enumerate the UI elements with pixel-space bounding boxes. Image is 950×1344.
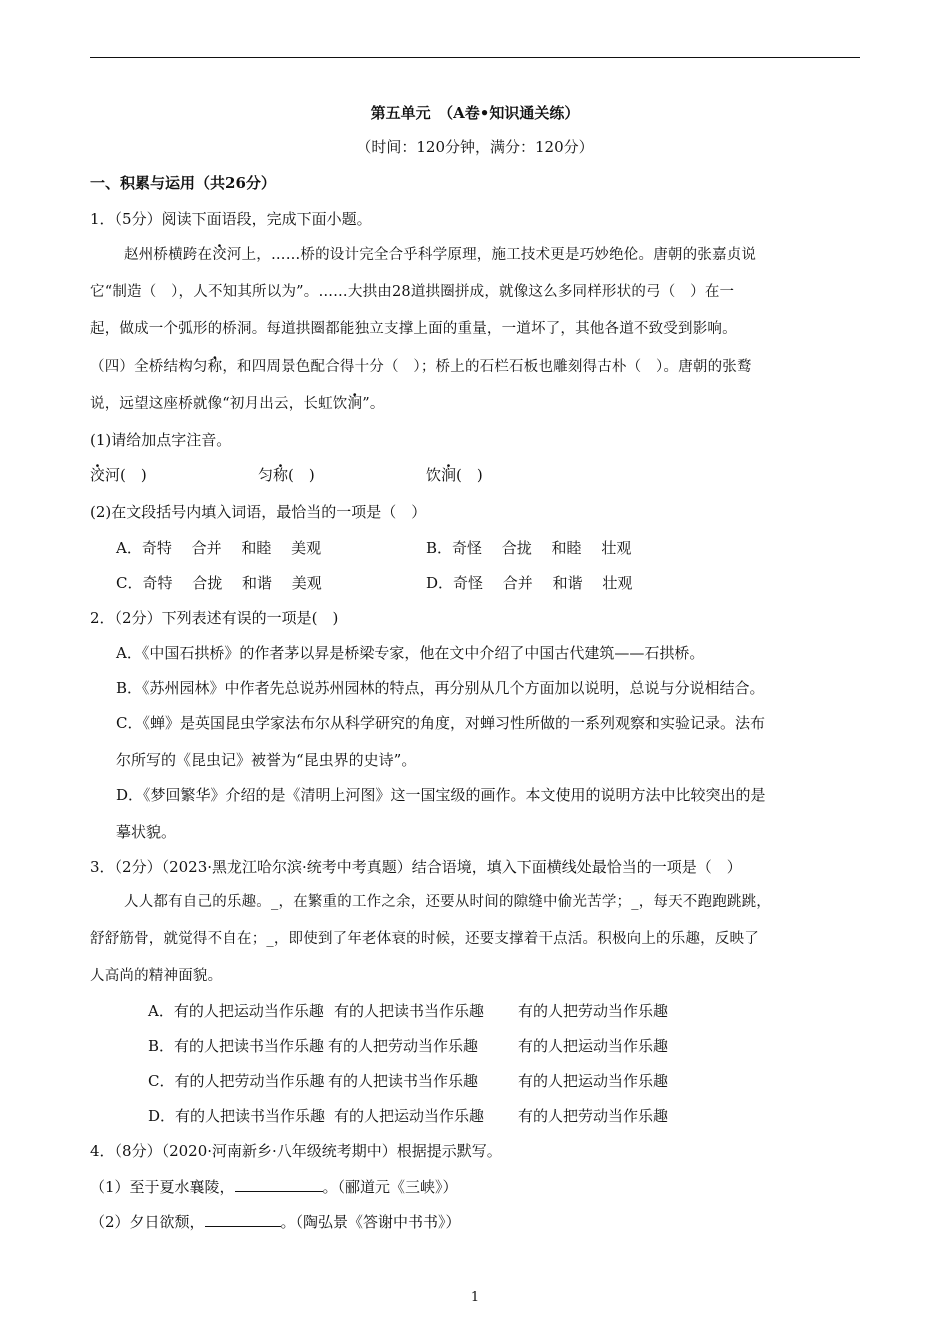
q2-option-a: A．《中国石拱桥》的作者茅以昇是桥梁专家，他在文中介绍了中国古代建筑——石拱桥。: [116, 644, 705, 662]
q1-sub2: (2)在文段括号内填入词语，最恰当的一项是（ ）: [90, 503, 427, 521]
q3-passage-line-2: 舒舒筋骨，就觉得不自在；_，即使到了年老体衰的时候，还要支撑着干点活。积极向上的乐趣，反映了: [90, 931, 759, 947]
emphasis-dot-char: 洨: [212, 247, 227, 263]
q1-passage-line-5: 说，远望这座桥就像“初月出云，长虹饮涧”。: [90, 396, 385, 412]
pinyin-item-3: 饮涧( ): [426, 466, 483, 484]
q1-stem: 1．（5分）阅读下面语段，完成下面小题。: [90, 210, 372, 228]
emphasis-dot-char: 涧: [347, 396, 363, 412]
q2-option-b: B．《苏州园林》中作者先总说苏州园林的特点，再分别从几个方面加以说明，总说与分说相结合。: [116, 679, 765, 697]
emphasis-dot-char: 洨: [90, 466, 106, 484]
page-number: 1: [470, 1290, 480, 1305]
header-rule: [90, 57, 860, 58]
q4-item-2: （2）夕日欲颓， 。（陶弘景《答谢中书书》）: [90, 1213, 461, 1231]
page-title: 第五单元 （A卷•知识通关练）: [370, 104, 580, 122]
q3-option-b: B．有的人把读书当作乐趣 有的人把劳动当作乐趣 有的人把运动当作乐趣: [148, 1037, 669, 1055]
pinyin-item-2: 匀称( ): [258, 466, 315, 484]
q1-option-c: C．奇特 合拢 和谐 美观: [116, 574, 322, 592]
q1-passage-line-2: 它“制造（ ），人不知其所以为”。……大拱由28道拱圈拼成，就像这么多同样形状的弓（ ）在一: [90, 284, 735, 300]
emphasis-dot-char: 称: [207, 359, 223, 375]
q1-passage-line-1: 赵州桥横跨在洨河上，……桥的设计完全合乎科学原理，施工技术更是巧妙绝伦。唐朝的张嘉贞说: [124, 247, 757, 263]
fill-in-blank[interactable]: [205, 1212, 281, 1227]
q2-stem: 2．（2分）下列表述有误的一项是( ): [90, 609, 339, 627]
q3-option-a: A．有的人把运动当作乐趣 有的人把读书当作乐趣 有的人把劳动当作乐趣: [148, 1002, 669, 1020]
q4-item-1: （1）至于夏水襄陵， 。（郦道元《三峡》）: [90, 1178, 458, 1196]
q3-option-c: C．有的人把劳动当作乐趣 有的人把读书当作乐趣 有的人把运动当作乐趣: [148, 1072, 669, 1090]
q1-option-b: B．奇怪 合拢 和睦 壮观: [426, 539, 632, 557]
q1-sub1: (1)请给加点字注音。: [90, 431, 232, 449]
q2-option-c: C．《蝉》是英国昆虫学家法布尔从科学研究的角度，对蝉习性所做的一系列观察和实验记录。法布: [116, 714, 765, 732]
q2-option-d-cont: 摹状貌。: [116, 823, 177, 841]
pinyin-item-1: 洨河( ): [90, 466, 147, 484]
section-heading: 一、积累与运用（共26分）: [90, 174, 276, 192]
q2-option-d: D．《梦回繁华》介绍的是《清明上河图》这一国宝级的画作。本文使用的说明方法中比较突出的是: [116, 786, 766, 804]
q1-passage-line-3: 起，做成一个弧形的桥洞。每道拱圈都能独立支撑上面的重量，一道坏了，其他各道不致受到影响。: [90, 321, 737, 337]
page-subtitle: （时间：120分钟，满分：120分）: [356, 138, 594, 156]
emphasis-dot-char: 称: [273, 466, 289, 484]
q3-stem: 3．（2分）（2023·黑龙江哈尔滨·统考中考真题）结合语境，填入下面横线处最恰当的一项是（ ）: [90, 858, 742, 876]
q1-option-d: D．奇怪 合并 和谐 壮观: [426, 574, 633, 592]
q3-passage-line-3: 人高尚的精神面貌。: [90, 968, 223, 984]
q3-option-d: D．有的人把读书当作乐趣 有的人把运动当作乐趣 有的人把劳动当作乐趣: [148, 1107, 669, 1125]
emphasis-dot-char: 涧: [441, 466, 457, 484]
q1-option-a: A．奇特 合并 和睦 美观: [116, 539, 322, 557]
q4-stem: 4．（8分）（2020·河南新乡·八年级统考期中）根据提示默写。: [90, 1142, 502, 1160]
q2-option-c-cont: 尔所写的《昆虫记》被誉为“昆虫界的史诗”。: [116, 751, 417, 769]
q3-passage-line-1: 人人都有自己的乐趣。_，在繁重的工作之余，还要从时间的隙缝中偷光苦学；_，每天不跑跑跳跳，: [124, 894, 771, 910]
fill-in-blank[interactable]: [235, 1177, 323, 1192]
q1-passage-line-4: （四）全桥结构匀称，和四周景色配合得十分（ ）；桥上的石栏石板也雕刻得古朴（ ）。唐朝的张鹜: [90, 359, 752, 375]
